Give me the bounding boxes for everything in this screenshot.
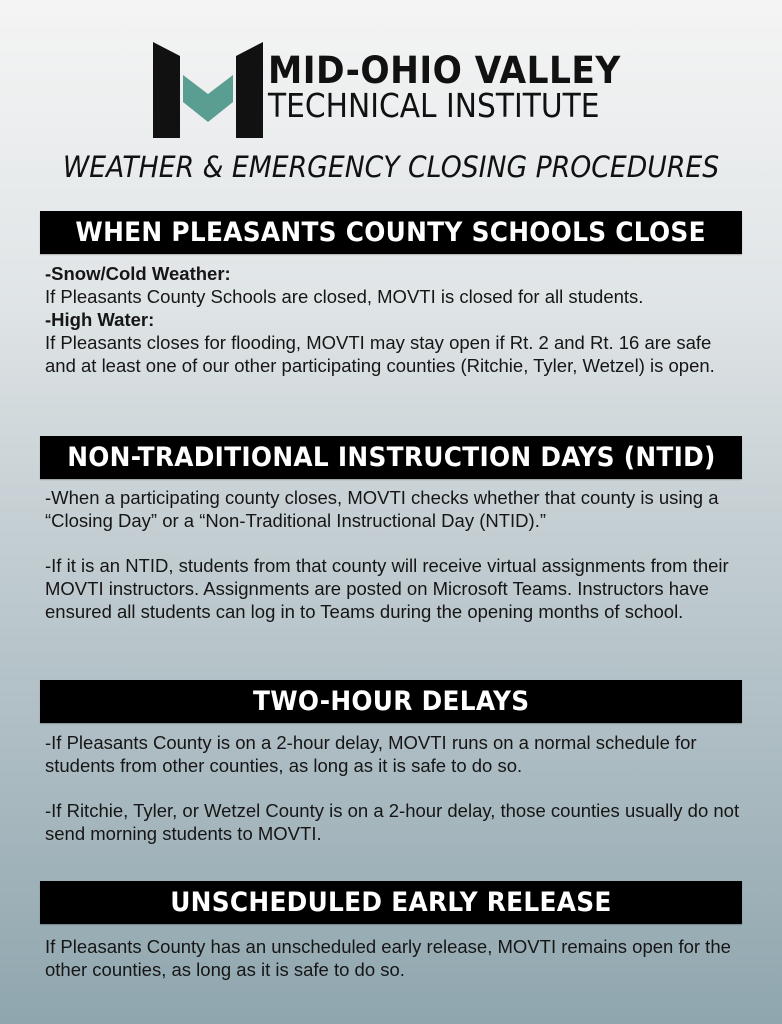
section-heading-pleasants-close: WHEN PLEASANTS COUNTY SCHOOLS CLOSE [40, 211, 742, 254]
paragraph: -If it is an NTID, students from that county will receive virtual assignments from their MOVTI instructors. Assignments are posted on Microsoft Teams. Instructors have ensured all students can log in to Teams during the opening months of school. [45, 555, 729, 622]
item-text-high-water: If Pleasants closes for flooding, MOVTI may stay open if Rt. 2 and Rt. 16 are safe and at least one of our other participating counties (Ritchie, Tyler, Wetzel) is open. [45, 332, 715, 376]
paragraph: -When a participating county closes, MOVTI checks whether that county is using a “Closing Day” or a “Non-Traditional Instructional Day (NTID).” [45, 487, 719, 531]
section-body-ntid [45, 486, 745, 623]
section-body-early-release [45, 935, 745, 981]
section-heading-early-release: UNSCHEDULED EARLY RELEASE [40, 881, 742, 924]
paragraph: -If Ritchie, Tyler, or Wetzel County is on a 2-hour delay, those counties usually do not send morning students to MOVTI. [45, 800, 740, 844]
movti-m-logo-icon [153, 42, 263, 138]
item-label-high-water: -High Water: [45, 309, 155, 330]
paragraph: -If Pleasants County is on a 2-hour delay, MOVTI runs on a normal schedule for students from other counties, as long as it is safe to do so. [45, 732, 697, 776]
section-heading-two-hour-delays: TWO-HOUR DELAYS [40, 680, 742, 723]
section-heading-ntid: NON-TRADITIONAL INSTRUCTION DAYS (NTID) [40, 436, 742, 479]
brand-line-1: MID-OHIO VALLEY [268, 49, 621, 92]
paragraph: If Pleasants County has an unscheduled early release, MOVTI remains open for the other counties, as long as it is safe to do so. [45, 936, 731, 980]
institute-name [268, 49, 647, 125]
section-body-two-hour-delays [45, 731, 745, 845]
item-label-snow: -Snow/Cold Weather: [45, 263, 231, 284]
page-title: WEATHER & EMERGENCY CLOSING PROCEDURES [62, 150, 720, 184]
item-text-snow: If Pleasants County Schools are closed, MOVTI is closed for all students. [45, 286, 644, 307]
brand-line-2: TECHNICAL INSTITUTE [268, 86, 600, 125]
section-body-pleasants-close [45, 262, 745, 377]
